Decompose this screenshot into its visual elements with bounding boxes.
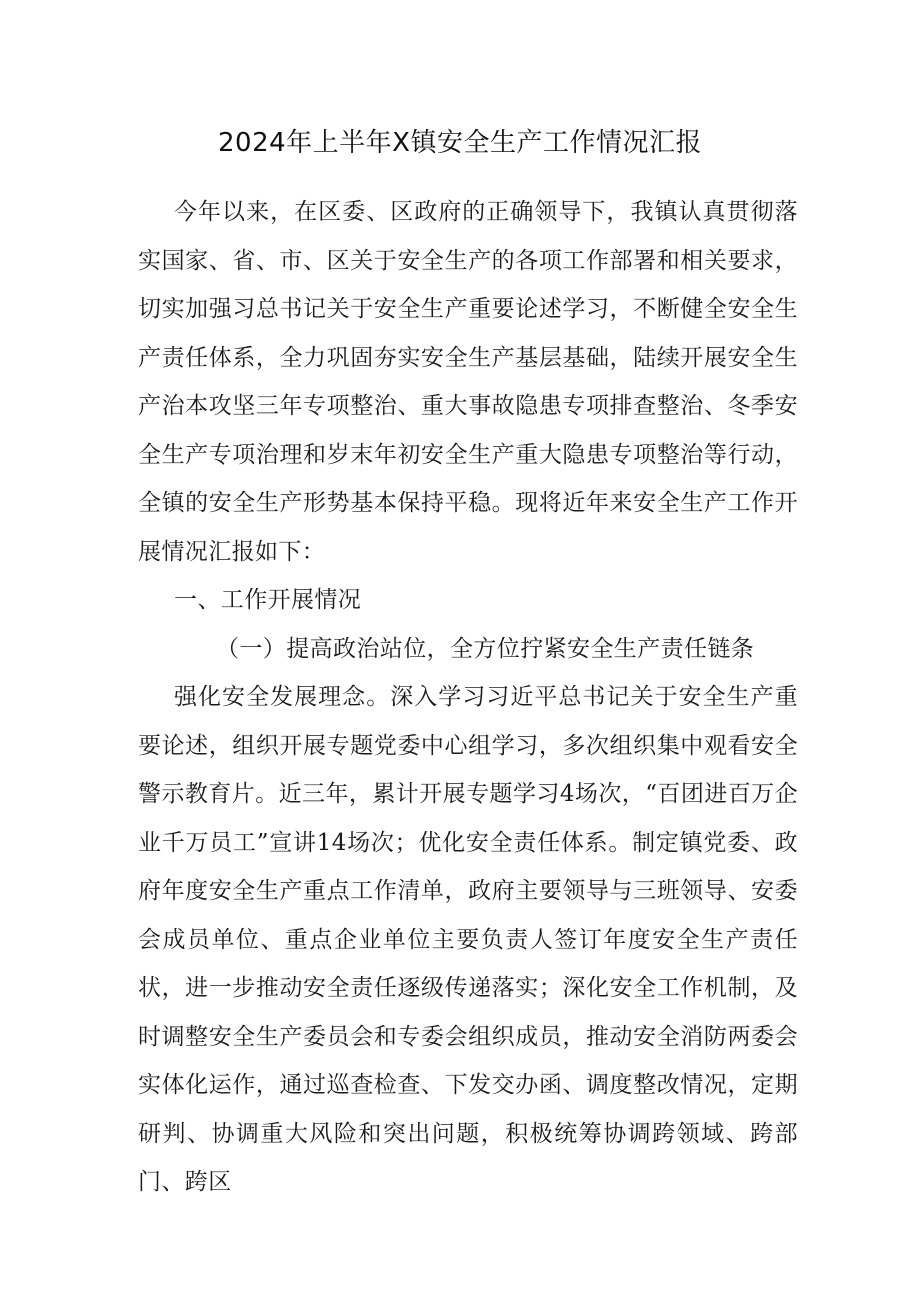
- document-body: [138, 188, 798, 1207]
- subsection-heading-political-stance: （一）提高政治站位，全方位拧紧安全生产责任链条: [216, 635, 755, 662]
- subsection-body-paragraph: 强化安全发展理念。深入学习习近平总书记关于安全生产重要论述，组织开展专题党委中心组学习，多次组织集中观看安全警示教育片。近三年，累计开展专题学习4场次，“百团进百万企业千万员工”宣讲14场次；优化安全责任体系。制定镇党委、政府年度安全生产重点工作清单，政府主要领导与三班领导、安委会成员单位、重点企业单位主要负责人签订年度安全生产责任状，进一步推动安全责任逐级传递落实；深化安全工作机制，及时调整安全生产委员会和专委会组织成员，推动安全消防两委会实体化运作，通过巡查检查、下发交办函、调度整改情况，定期研判、协调重大风险和突出问题，积极统筹协调跨领域、跨部门、跨区: [138, 684, 798, 1195]
- intro-paragraph: 今年以来，在区委、区政府的正确领导下，我镇认真贯彻落实国家、省、市、区关于安全生产的各项工作部署和相关要求，切实加强习总书记关于安全生产重要论述学习，不断健全安全生产责任体系，全力巩固夯实安全生产基层基础，陆续开展安全生产治本攻坚三年专项整治、重大事故隐患专项排查整治、冬季安全生产专项治理和岁末年初安全生产重大隐患专项整治等行动，全镇的安全生产形势基本保持平稳。现将近年来安全生产工作开展情况汇报如下：: [138, 199, 798, 565]
- document-title: 2024年上半年X镇安全生产工作情况汇报: [218, 128, 702, 158]
- section-heading-work-progress: 一、工作开展情况: [174, 587, 362, 613]
